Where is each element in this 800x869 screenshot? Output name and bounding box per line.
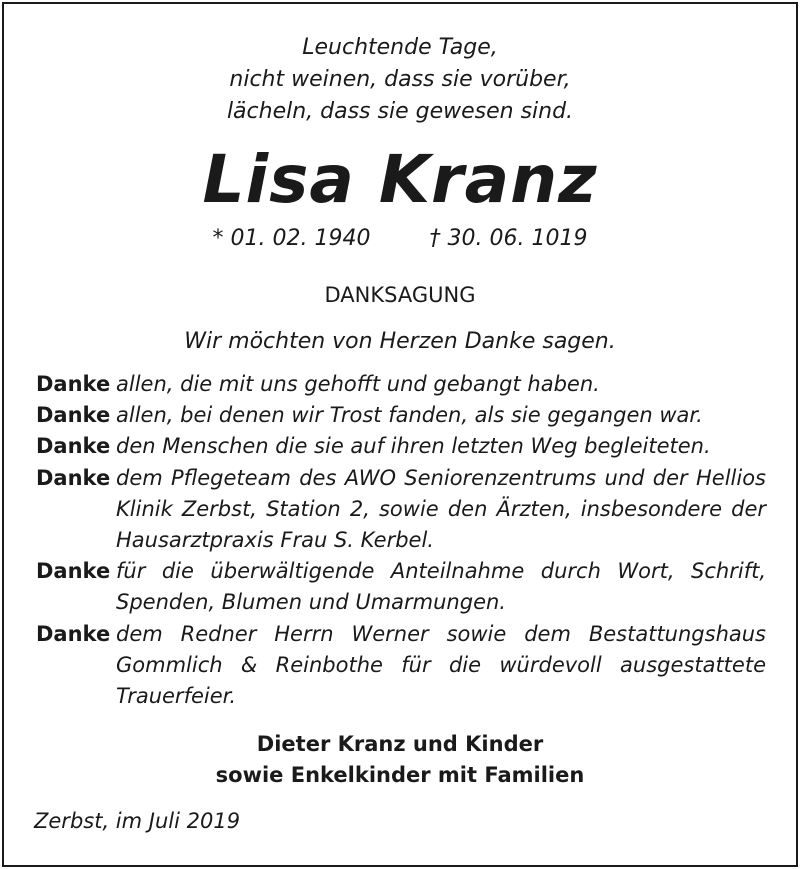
thanks-text [116,463,766,557]
memorial-poem [0,32,800,128]
thanks-line: Spenden, Blumen und Umarmungen. [116,590,506,615]
intro-line: Wir möchten von Herzen Danke sagen. [184,329,616,354]
thanks-text [116,400,766,431]
thanks-line: Trauerfeier. [116,684,237,709]
signature-line: Dieter Kranz und Kinder [256,732,544,756]
thanks-line: für die überwältigende Anteilnahme durch Wort, Schrift, [116,559,766,584]
thanks-entry [36,556,766,618]
thanks-entry [36,619,766,713]
thanks-keyword: Danke [36,559,111,584]
thanks-text [116,369,766,400]
thanks-entry [36,400,766,431]
death-date: † 30. 06. 1019 [429,226,588,251]
signature-line: sowie Enkelkinder mit Familien [215,763,585,787]
thanks-line: Gommlich & Reinbothe für die würdevoll ausgestattete [116,652,766,677]
life-dates [0,224,800,254]
thanks-line: Hausarztpraxis Frau S. Kerbel. [116,528,434,553]
thanks-keyword: Danke [36,372,111,396]
thanks-list [36,369,766,712]
birth-date: * 01. 02. 1940 [212,226,371,251]
section-heading: DANKSAGUNG [324,283,476,307]
thanks-line: dem Redner Herrn Werner sowie dem Bestattungshaus [116,621,766,646]
thanks-line: Klinik Zerbst, Station 2, sowie den Ärzten, insbesondere der [116,496,766,521]
poem-line: Leuchtende Tage, [302,35,498,60]
poem-line: lächeln, dass sie gewesen sind. [226,99,574,124]
thanks-text [116,556,766,618]
thanks-keyword: Danke [36,403,111,428]
thanks-text [116,619,766,713]
thanks-keyword: Danke [36,465,111,490]
place-and-date: Zerbst, im Juli 2019 [34,809,241,833]
thanks-entry [36,369,766,400]
thanks-keyword: Danke [36,434,111,459]
thanks-keyword: Danke [36,621,111,646]
thanks-line: den Menschen die sie auf ihren letzten Weg begleiteten. [116,434,711,459]
thanks-text [116,431,766,462]
thanks-line: allen, die mit uns gehofft und gebangt haben. [116,372,600,396]
thanks-entry [36,431,766,462]
thanks-entry [36,463,766,557]
signature-block [0,729,800,791]
thanks-line: allen, bei denen wir Trost fanden, als sie gegangen war. [116,403,703,428]
deceased-name: Lisa Kranz [202,141,598,218]
poem-line: nicht weinen, dass sie vorüber, [229,67,571,92]
thanks-line: dem Pflegeteam des AWO Seniorenzentrums und der Hellios [116,465,766,490]
